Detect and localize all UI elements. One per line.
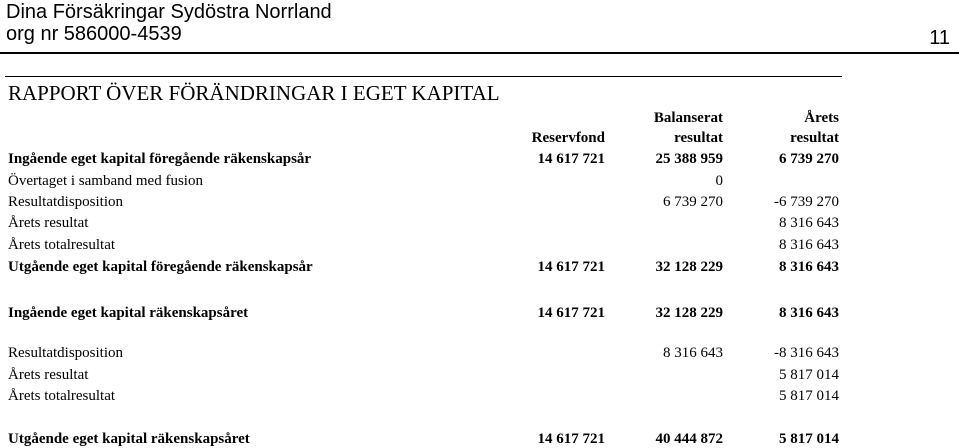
row-label: Utgående eget kapital föregående räkenskapsår bbox=[8, 259, 313, 275]
cell-reservfond: 14 617 721 bbox=[537, 431, 605, 447]
row-label: Ingående eget kapital räkenskapsåret bbox=[8, 305, 249, 321]
cell-balanserat: 32 128 229 bbox=[655, 259, 723, 275]
page-number: 11 bbox=[929, 27, 950, 49]
row-label: Årets resultat bbox=[8, 367, 89, 383]
column-header-balanserat-line1: Balanserat bbox=[653, 110, 723, 126]
org-number: org nr 586000-4539 bbox=[6, 23, 182, 45]
title-divider bbox=[5, 76, 842, 77]
row-label: Resultatdisposition bbox=[8, 194, 124, 210]
cell-arets: 8 316 643 bbox=[779, 259, 839, 275]
cell-arets: -6 739 270 bbox=[774, 194, 839, 210]
cell-arets: 5 817 014 bbox=[779, 388, 839, 404]
row-label: Årets totalresultat bbox=[8, 388, 116, 404]
cell-balanserat: 8 316 643 bbox=[663, 345, 723, 361]
cell-balanserat: 40 444 872 bbox=[655, 431, 723, 447]
cell-balanserat: 32 128 229 bbox=[655, 305, 723, 321]
row-label: Årets totalresultat bbox=[8, 237, 116, 253]
row-label: Ingående eget kapital föregående räkenskapsår bbox=[8, 151, 312, 167]
cell-arets: 5 817 014 bbox=[779, 367, 839, 383]
cell-balanserat: 6 739 270 bbox=[663, 194, 723, 210]
cell-reservfond: 14 617 721 bbox=[537, 259, 605, 275]
company-name: Dina Försäkringar Sydöstra Norrland bbox=[6, 1, 332, 23]
report-title: RAPPORT ÖVER FÖRÄNDRINGAR I EGET KAPITAL bbox=[8, 81, 500, 105]
cell-arets: -8 316 643 bbox=[774, 345, 839, 361]
cell-arets: 5 817 014 bbox=[779, 431, 839, 447]
cell-arets: 6 739 270 bbox=[779, 151, 839, 167]
column-header-arets-line2: resultat bbox=[790, 130, 839, 146]
cell-reservfond: 14 617 721 bbox=[537, 151, 605, 167]
column-header-arets-line1: Årets bbox=[804, 110, 839, 126]
cell-reservfond: 14 617 721 bbox=[537, 305, 605, 321]
cell-arets: 8 316 643 bbox=[779, 305, 839, 321]
column-header-reservfond: Reservfond bbox=[531, 130, 605, 146]
cell-arets: 8 316 643 bbox=[779, 215, 839, 231]
cell-balanserat: 25 388 959 bbox=[655, 151, 723, 167]
header-divider bbox=[0, 52, 959, 54]
cell-balanserat: 0 bbox=[715, 173, 723, 189]
row-label: Övertaget i samband med fusion bbox=[8, 173, 203, 189]
row-label: Resultatdisposition bbox=[8, 345, 124, 361]
row-label: Utgående eget kapital räkenskapsåret bbox=[8, 431, 250, 447]
cell-arets: 8 316 643 bbox=[779, 237, 839, 253]
row-label: Årets resultat bbox=[8, 215, 89, 231]
column-header-balanserat-line2: resultat bbox=[674, 130, 723, 146]
